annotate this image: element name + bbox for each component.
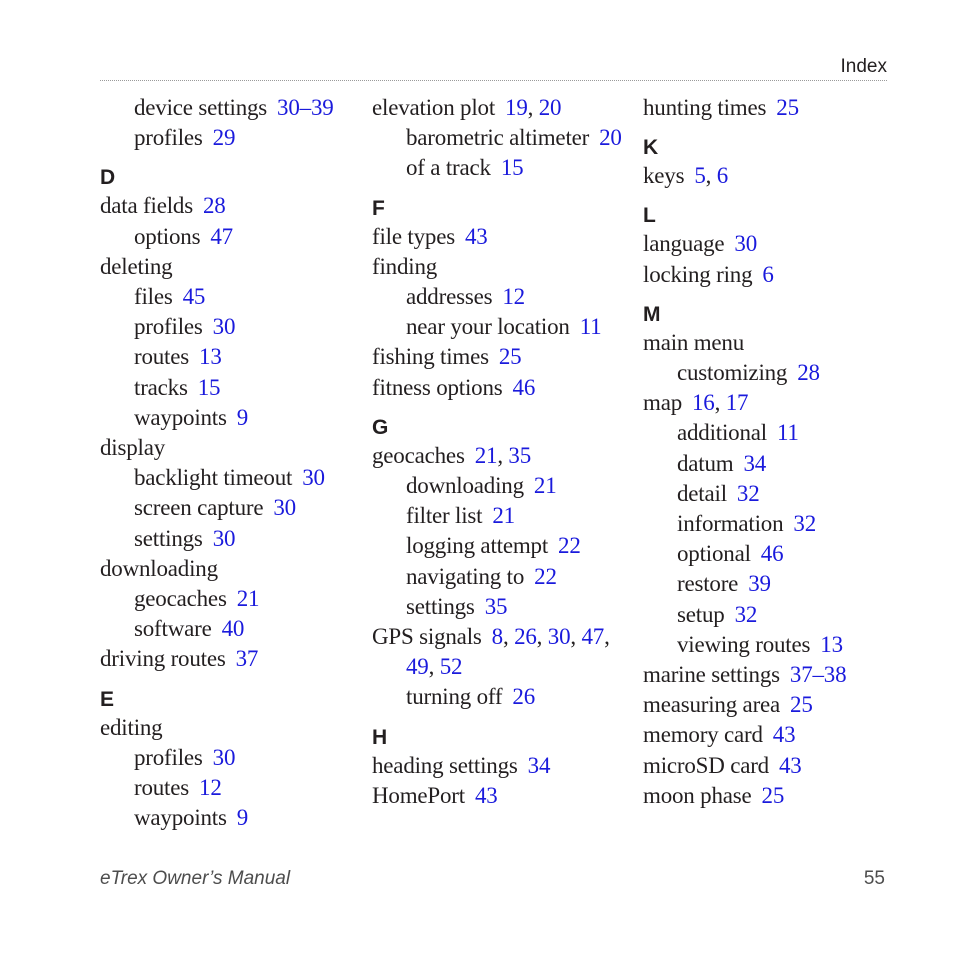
index-subentry: [100, 373, 334, 403]
page-link[interactable]: 40: [221, 616, 245, 642]
index-subentry: [100, 743, 334, 773]
page-link[interactable]: 46: [760, 541, 784, 567]
page-references: [735, 602, 758, 627]
index-term: memory card: [643, 722, 763, 748]
page-link[interactable]: 52: [439, 654, 463, 680]
index-subentry: [372, 312, 622, 342]
index-term: logging attempt: [406, 533, 549, 559]
index-term: settings: [406, 593, 475, 619]
index-entry: [100, 252, 334, 282]
header-divider: [100, 80, 887, 81]
running-header: Index: [840, 56, 887, 77]
page-link[interactable]: 15: [197, 374, 221, 400]
index-term: restore: [677, 571, 739, 597]
index-entry: [643, 328, 846, 358]
page-separator: ,: [527, 95, 539, 120]
index-entry: [100, 644, 334, 674]
page-references: [505, 95, 561, 120]
index-term: customizing: [677, 360, 788, 386]
page-link[interactable]: 20: [538, 95, 562, 120]
page-separator: ,: [714, 390, 726, 416]
index-entry: [643, 93, 846, 123]
index-term: waypoints: [134, 404, 227, 430]
page-references: [513, 375, 536, 400]
index-entry: [372, 93, 622, 123]
page-references: [213, 314, 236, 339]
manual-title: eTrex Owner’s Manual: [100, 868, 291, 889]
section-letter: H: [372, 725, 388, 749]
index-term: screen capture: [134, 495, 264, 521]
index-entry: [643, 388, 846, 418]
page-references: [512, 684, 535, 709]
index-term: profiles: [134, 314, 203, 340]
index-subentry: [372, 592, 622, 622]
index-subentry: [372, 531, 622, 561]
index-subentry: [100, 123, 334, 153]
page-link[interactable]: 30: [212, 314, 236, 340]
index-term: files: [134, 284, 173, 310]
index-subentry: [100, 312, 334, 342]
index-term: setup: [677, 601, 725, 627]
page-separator: ,: [428, 654, 440, 680]
page-separator: ,: [604, 624, 610, 650]
index-term: locking ring: [643, 261, 753, 287]
index-term: detail: [677, 480, 727, 506]
page-references: [599, 125, 622, 150]
page-link[interactable]: 35: [484, 593, 508, 619]
index-subentry: [100, 463, 334, 493]
index-term: settings: [134, 525, 203, 551]
index-entry: [372, 222, 622, 252]
page-link[interactable]: 28: [797, 360, 820, 386]
index-term: addresses: [406, 284, 493, 310]
index-entry: [100, 713, 334, 743]
index-term: file types: [372, 223, 455, 249]
page-link[interactable]: 12: [199, 775, 222, 801]
index-entry: [100, 433, 334, 463]
index-entry: [643, 751, 846, 781]
index-term: profiles: [134, 744, 203, 770]
page-link[interactable]: 43: [474, 782, 498, 808]
index-subentry: [643, 509, 846, 539]
index-subentry: [643, 569, 846, 599]
index-term: options: [134, 223, 201, 249]
page-link[interactable]: 37: [235, 646, 259, 672]
index-term: fishing times: [372, 344, 489, 370]
page-references: [779, 753, 802, 778]
page-references: [213, 745, 236, 770]
index-term: elevation plot: [372, 95, 496, 120]
index-entry: [372, 781, 622, 811]
section-letter: K: [643, 136, 659, 160]
page-link[interactable]: 26: [514, 624, 537, 650]
index-subentry: [372, 562, 622, 592]
page-link[interactable]: 22: [558, 533, 581, 559]
index-entry: [372, 441, 622, 471]
page-references: [183, 284, 206, 309]
index-subentry: [100, 282, 334, 312]
page-references: [744, 451, 767, 476]
page-separator: ,: [497, 442, 509, 468]
index-term: backlight timeout: [134, 465, 293, 491]
index-subentry: [372, 682, 622, 712]
page-separator: ,: [705, 163, 717, 189]
index-subentry: [372, 501, 622, 531]
index-subentry: [100, 614, 334, 644]
index-subentry: [372, 282, 622, 312]
page-link[interactable]: 16: [692, 390, 715, 416]
page-link[interactable]: 28: [202, 193, 226, 219]
index-entry: [643, 229, 846, 259]
page-references: [273, 495, 296, 520]
index-entry: [372, 373, 622, 403]
page-references: [797, 360, 820, 385]
page-references: [762, 262, 773, 287]
page-link[interactable]: 47: [581, 624, 605, 650]
page-references: [534, 473, 557, 498]
page-references: [790, 662, 847, 687]
page-link[interactable]: 26: [512, 684, 536, 710]
page-references: [776, 95, 799, 120]
page-references: [737, 481, 760, 506]
page-references: [492, 624, 610, 649]
page-link[interactable]: 32: [734, 601, 758, 627]
index-term: hunting times: [643, 95, 767, 120]
page-references: [475, 783, 498, 808]
page-link[interactable]: 43: [778, 752, 802, 778]
page-link[interactable]: 6: [716, 163, 729, 189]
page-references: [692, 390, 748, 415]
index-term: geocaches: [134, 586, 227, 612]
page-link[interactable]: 13: [820, 631, 843, 657]
index-term: keys: [643, 163, 685, 189]
page-references: [237, 405, 248, 430]
section-letter: M: [643, 302, 661, 326]
page-references: [199, 344, 222, 369]
index-subentry: [100, 403, 334, 433]
page-references: [236, 646, 259, 671]
index-column-2: [372, 93, 622, 811]
index-entry: [643, 720, 846, 750]
index-term: near your location: [406, 314, 570, 340]
index-term: of a track: [406, 155, 491, 181]
index-term: software: [134, 616, 212, 642]
page-link[interactable]: 21: [492, 503, 515, 529]
page-references: [793, 511, 816, 536]
index-entry: [372, 252, 622, 282]
page-references: [465, 224, 488, 249]
page-link[interactable]: 30: [547, 624, 571, 650]
section-letter: L: [643, 204, 656, 228]
page-separator: ,: [536, 624, 548, 650]
index-subentry: [372, 652, 622, 682]
index-term: heading settings: [372, 752, 518, 778]
index-term: viewing routes: [677, 631, 811, 657]
index-term: profiles: [134, 125, 203, 151]
index-term: routes: [134, 344, 190, 370]
index-term: tracks: [134, 374, 188, 400]
page-link[interactable]: 9: [236, 805, 249, 831]
page-references: [213, 526, 236, 551]
index-entry: [643, 660, 846, 690]
page-references: [820, 632, 843, 657]
page-link[interactable]: 25: [790, 692, 813, 718]
page-references: [734, 231, 757, 256]
page-link[interactable]: 25: [498, 344, 522, 370]
page-references: [302, 465, 325, 490]
page-references: [501, 155, 524, 180]
index-subentry: [100, 93, 334, 123]
index-subentry: [643, 449, 846, 479]
index-subentry: [372, 471, 622, 501]
page-references: [502, 284, 525, 309]
index-subentry: [643, 479, 846, 509]
page-references: [277, 95, 334, 120]
page-link[interactable]: 22: [534, 563, 557, 589]
page-link[interactable]: 30: [212, 525, 236, 551]
index-term: optional: [677, 541, 751, 567]
index-term: finding: [372, 253, 438, 279]
index-term: device settings: [134, 95, 268, 120]
index-term: marine settings: [643, 662, 780, 688]
index-term: downloading: [100, 555, 218, 581]
index-entry: [643, 690, 846, 720]
index-subentry: [372, 123, 622, 153]
page-link[interactable]: 30–39: [277, 95, 334, 120]
page-references: [485, 594, 508, 619]
page-references: [475, 443, 531, 468]
page-references: [761, 541, 784, 566]
index-subentry: [100, 493, 334, 523]
page-link[interactable]: 32: [736, 480, 760, 506]
section-letter: D: [100, 166, 116, 190]
page-link[interactable]: 8: [491, 624, 503, 650]
page-link[interactable]: 21: [236, 586, 260, 612]
page-references: [694, 163, 728, 188]
page-link[interactable]: 43: [772, 722, 796, 748]
page-link[interactable]: 30: [273, 495, 296, 521]
index-entry: [100, 554, 334, 584]
index-subentry: [100, 584, 334, 614]
index-term: additional: [677, 420, 767, 446]
page-link[interactable]: 43: [464, 223, 488, 249]
page-references: [790, 692, 813, 717]
index-term: measuring area: [643, 692, 781, 718]
index-term: fitness options: [372, 374, 503, 400]
index-term: data fields: [100, 193, 193, 219]
page-link[interactable]: 35: [508, 442, 532, 468]
page-references: [237, 805, 248, 830]
page-link[interactable]: 30: [302, 465, 325, 491]
index-term: main menu: [643, 329, 745, 355]
page-link[interactable]: 46: [512, 374, 536, 400]
page-link[interactable]: 30: [734, 231, 758, 257]
index-term: geocaches: [372, 442, 465, 468]
index-term: deleting: [100, 253, 173, 279]
page-link[interactable]: 29: [212, 125, 236, 151]
index-column-1: [100, 93, 334, 833]
index-term: microSD card: [643, 752, 769, 778]
page-references: [777, 420, 799, 445]
index-entry: [643, 161, 846, 191]
page-link[interactable]: 12: [502, 284, 525, 310]
index-term: navigating to: [406, 563, 525, 589]
index-term: downloading: [406, 473, 524, 499]
index-subentry: [100, 524, 334, 554]
index-term: datum: [677, 450, 734, 476]
page-references: [213, 125, 236, 150]
index-subentry: [100, 803, 334, 833]
page-link[interactable]: 34: [527, 752, 551, 778]
page-references: [198, 375, 221, 400]
page-references: [237, 586, 260, 611]
page-link[interactable]: 21: [474, 442, 498, 468]
page-separator: ,: [570, 624, 582, 650]
page-link[interactable]: 17: [725, 390, 749, 416]
index-term: barometric altimeter: [406, 125, 590, 151]
page-separator: ,: [502, 624, 515, 650]
index-term: display: [100, 435, 166, 461]
page-references: [528, 753, 551, 778]
index-subentry: [100, 773, 334, 803]
page-link[interactable]: 9: [236, 404, 249, 430]
index-subentry: [100, 342, 334, 372]
page-link[interactable]: 45: [182, 284, 206, 310]
index-subentry: [643, 418, 846, 448]
page-link[interactable]: 37–38: [789, 662, 847, 688]
page-references: [203, 193, 226, 218]
page-link[interactable]: 21: [533, 473, 557, 499]
index-subentry: [643, 539, 846, 569]
index-entry: [372, 342, 622, 372]
index-subentry: [372, 153, 622, 183]
section-letter: F: [372, 196, 385, 220]
page-link[interactable]: 30: [212, 744, 236, 770]
index-term: driving routes: [100, 646, 226, 672]
page-link[interactable]: 5: [694, 163, 706, 189]
index-term: editing: [100, 714, 163, 740]
page-link[interactable]: 32: [793, 511, 816, 537]
index-term: language: [643, 231, 725, 257]
index-term: GPS signals: [372, 624, 482, 650]
page-number: 55: [863, 868, 885, 889]
index-entry: [643, 260, 846, 290]
page-references: [748, 571, 771, 596]
page-link[interactable]: 47: [210, 223, 233, 249]
page-link[interactable]: 20: [599, 125, 622, 151]
page-references: [762, 783, 785, 808]
index-column-3: [643, 93, 846, 811]
page-references: [406, 654, 462, 679]
index-term: routes: [134, 775, 190, 801]
page-link[interactable]: 34: [743, 450, 767, 476]
page-link[interactable]: 13: [199, 344, 222, 370]
page-link[interactable]: 11: [579, 314, 602, 340]
index-term: information: [677, 511, 784, 537]
index-subentry: [643, 600, 846, 630]
index-term: turning off: [406, 684, 503, 710]
index-subentry: [643, 358, 846, 388]
section-letter: G: [372, 415, 389, 439]
page-references: [773, 722, 796, 747]
index-subentry: [643, 630, 846, 660]
index-term: moon phase: [643, 782, 752, 808]
page-link[interactable]: 6: [762, 261, 774, 287]
page-link[interactable]: 19: [505, 95, 528, 120]
page-references: [580, 314, 602, 339]
page-references: [199, 775, 222, 800]
page-link[interactable]: 11: [776, 420, 799, 446]
page-references: [558, 533, 581, 558]
index-entry: [643, 781, 846, 811]
page-link[interactable]: 15: [500, 155, 524, 181]
page-references: [492, 503, 515, 528]
index-entry: [372, 751, 622, 781]
index-term: HomePort: [372, 782, 465, 808]
index-subentry: [100, 222, 334, 252]
page-link[interactable]: 25: [761, 782, 785, 808]
index-term: map: [643, 390, 682, 416]
index-term: filter list: [406, 503, 483, 529]
page-references: [222, 616, 245, 641]
index-entry: [100, 191, 334, 221]
page-references: [210, 224, 233, 249]
page-link[interactable]: 39: [748, 571, 771, 597]
page-link[interactable]: 25: [776, 95, 799, 120]
index-entry: [372, 622, 622, 652]
index-term: waypoints: [134, 805, 227, 831]
section-letter: E: [100, 687, 115, 711]
page-references: [499, 344, 522, 369]
page-link[interactable]: 49: [406, 654, 429, 680]
page-references: [534, 564, 557, 589]
